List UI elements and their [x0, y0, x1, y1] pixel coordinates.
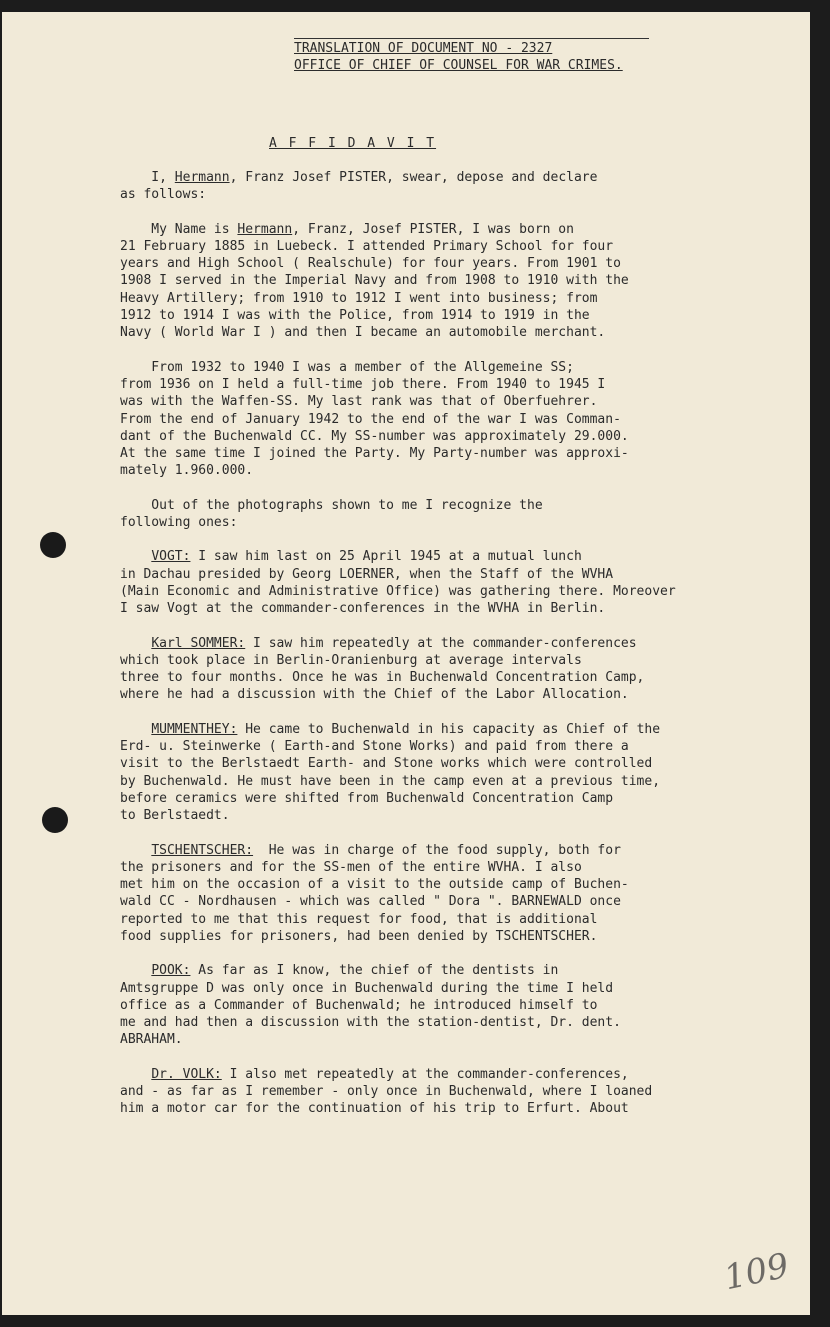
text-line: mately 1.960.000.: [120, 463, 254, 479]
text-line: ABRAHAM.: [120, 1032, 183, 1048]
text-line: I, Hermann, Franz Josef PISTER, swear, depose and declare: [120, 170, 598, 185]
document-body: [120, 169, 680, 1135]
text-line: Out of the photographs shown to me I recognize the: [120, 497, 543, 513]
text-line: Navy ( World War I ) and then I became an automobile merchant.: [120, 325, 606, 341]
underlined-name: MUMMENTHEY:: [151, 721, 238, 737]
underlined-name: Hermann: [174, 170, 230, 185]
underlined-name: VOGT:: [151, 549, 191, 565]
text-line: years and High School ( Realschule) for four years. From 1901 to: [120, 256, 621, 272]
text-line: dant of the Buchenwald CC. My SS-number was approximately 29.000.: [120, 428, 629, 444]
volk-paragraph: [120, 1066, 680, 1118]
text-line: My Name is Hermann, Franz, Josef PISTER, I was born on: [120, 221, 574, 237]
document-header: [294, 38, 649, 74]
biography-paragraph: [120, 221, 680, 342]
text-line: From the end of January 1942 to the end of the war I was Comman-: [120, 411, 621, 427]
header-rule: [294, 38, 649, 39]
text-line: in Dachau presided by Georg LOERNER, when the Staff of the WVHA: [120, 566, 614, 582]
text-line: him a motor car for the continuation of his trip to Erfurt. About: [120, 1101, 629, 1117]
text-line: before ceramics were shifted from Buchenwald Concentration Camp: [120, 790, 614, 806]
text-line: 1912 to 1914 I was with the Police, from 1914 to 1919 in the: [120, 308, 590, 324]
pook-paragraph: [120, 962, 680, 1048]
underlined-name: Karl SOMMER:: [151, 635, 246, 651]
text-line: Erd- u. Steinwerke ( Earth-and Stone Works) and paid from there a: [120, 739, 629, 755]
text-line: I saw Vogt at the commander-conferences in the WVHA in Berlin.: [120, 601, 606, 617]
text-line: visit to the Berlstaedt Earth- and Stone works which were controlled: [120, 756, 653, 772]
tschentscher-paragraph: [120, 842, 680, 946]
text-line: MUMMENTHEY: He came to Buchenwald in his capacity as Chief of the: [151, 721, 661, 737]
text-line: as follows:: [120, 187, 207, 203]
text-line: met him on the occasion of a visit to the outside camp of Buchen-: [120, 877, 629, 893]
text-line: reported to me that this request for food, that is additional: [120, 911, 598, 927]
header-line-2: OFFICE OF CHIEF OF COUNSEL FOR WAR CRIMES.: [294, 58, 623, 73]
vogt-paragraph: [120, 548, 680, 617]
text-line: POOK: As far as I know, the chief of the dentists in: [151, 963, 559, 979]
text-line: (Main Economic and Administrative Office) was gathering there. Moreover: [120, 583, 676, 599]
text-line: by Buchenwald. He must have been in the camp even at a previous time,: [120, 773, 661, 789]
text-line: which took place in Berlin-Oranienburg at average intervals: [120, 652, 582, 668]
text-line: and - as far as I remember - only once in Buchenwald, where I loaned: [120, 1084, 653, 1100]
document-title: A F F I D A V I T: [269, 136, 437, 151]
text-line: VOGT: I saw him last on 25 April 1945 at a mutual lunch: [151, 549, 582, 565]
text-line: 1908 I served in the Imperial Navy and from 1908 to 1910 with the: [120, 273, 629, 289]
text-line: following ones:: [120, 515, 238, 531]
text-line: Karl SOMMER: I saw him repeatedly at the commander-conferences: [151, 635, 637, 651]
text-line: where he had a discussion with the Chief of the Labor Allocation.: [120, 687, 629, 703]
intro-paragraph: [120, 169, 680, 204]
text-line: me and had then a discussion with the station-dentist, Dr. dent.: [120, 1015, 621, 1031]
text-line: three to four months. Once he was in Buchenwald Concentration Camp,: [120, 670, 645, 686]
underlined-name: TSCHENTSCHER:: [151, 842, 254, 858]
underlined-name: POOK:: [151, 963, 191, 979]
text-line: Amtsgruppe D was only once in Buchenwald during the time I held: [120, 980, 614, 996]
sommer-paragraph: [120, 635, 680, 704]
punch-hole: [42, 807, 68, 833]
text-line: Heavy Artillery; from 1910 to 1912 I went into business; from: [120, 290, 598, 306]
punch-hole: [40, 532, 66, 558]
document-page: [2, 12, 810, 1315]
text-line: food supplies for prisoners, had been denied by TSCHENTSCHER.: [120, 928, 598, 944]
handwritten-page-number: 109: [720, 1245, 793, 1299]
mummenthey-paragraph: [120, 721, 680, 825]
text-line: was with the Waffen-SS. My last rank was that of Oberfuehrer.: [120, 394, 598, 410]
text-line: the prisoners and for the SS-men of the entire WVHA. I also: [120, 859, 582, 875]
text-line: wald CC - Nordhausen - which was called " Dora ". BARNEWALD once: [120, 894, 621, 910]
text-line: office as a Commander of Buchenwald; he introduced himself to: [120, 997, 598, 1013]
header-line-1: TRANSLATION OF DOCUMENT NO - 2327: [294, 41, 553, 56]
ss-career-paragraph: [120, 359, 680, 480]
text-line: Dr. VOLK: I also met repeatedly at the commander-conferences,: [151, 1066, 629, 1082]
text-line: TSCHENTSCHER: He was in charge of the food supply, both for: [151, 842, 621, 858]
photographs-paragraph: [120, 497, 680, 532]
text-line: At the same time I joined the Party. My Party-number was approxi-: [120, 446, 629, 462]
underlined-name: Hermann: [237, 221, 293, 237]
text-line: From 1932 to 1940 I was a member of the Allgemeine SS;: [120, 359, 574, 375]
underlined-name: Dr. VOLK:: [151, 1066, 222, 1082]
text-line: from 1936 on I held a full-time job there. From 1940 to 1945 I: [120, 376, 606, 392]
text-line: to Berlstaedt.: [120, 808, 230, 824]
text-line: 21 February 1885 in Luebeck. I attended Primary School for four: [120, 238, 614, 254]
